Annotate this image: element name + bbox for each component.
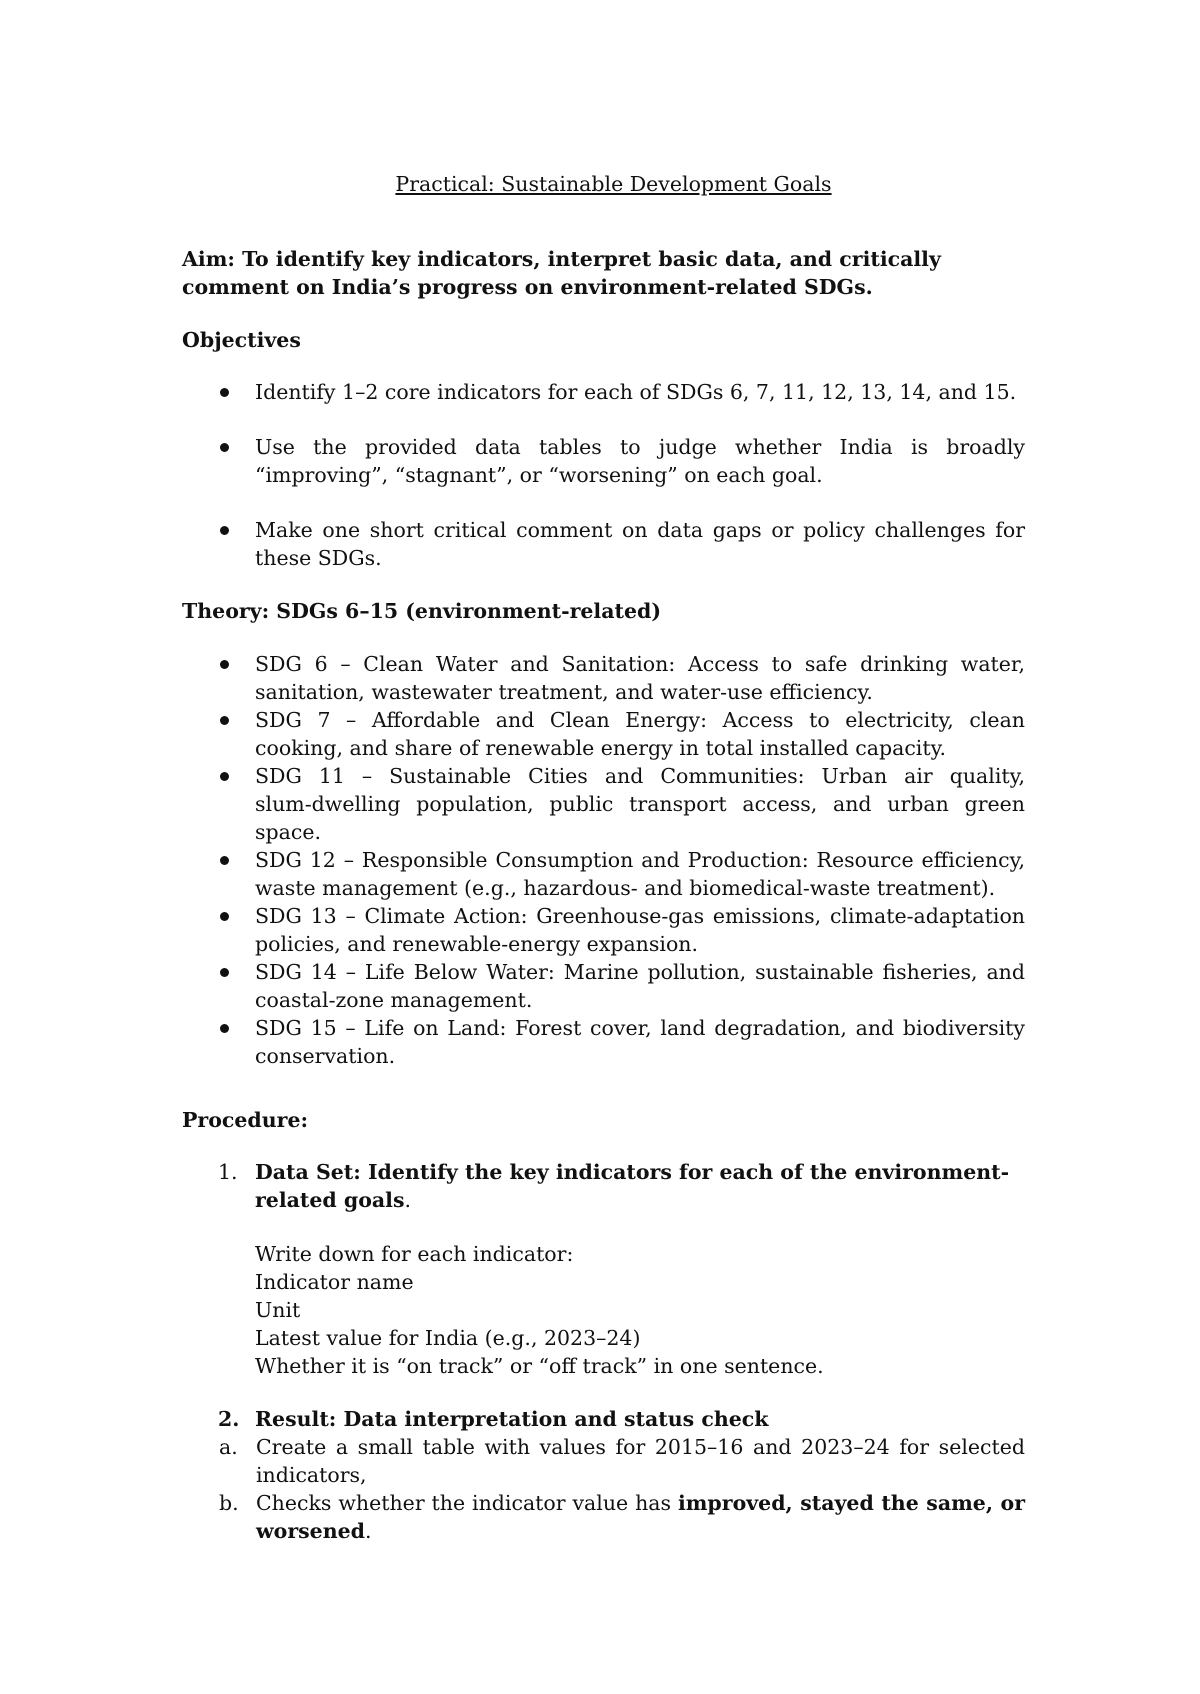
procedure-step-1 — [182, 1158, 1025, 1380]
procedure-list — [182, 1158, 1025, 1545]
step-2-item-b-suffix: . — [365, 1519, 372, 1543]
theory-item-sdg12: SDG 12 – Responsible Consumption and Production: Resource efficiency, waste management (e.g., hazardous‑ and biomedical‑waste treatment). — [182, 846, 1025, 902]
step-2-sublist — [182, 1433, 1025, 1545]
sub-mark: a. — [219, 1435, 238, 1459]
theory-item-sdg15: SDG 15 – Life on Land: Forest cover, land degradation, and biodiversity conservation. — [182, 1014, 1025, 1070]
step-2-item-b-bold: improved, stayed the same, or worsened — [256, 1491, 1025, 1543]
step-1-line: Whether it is “on track” or “off track” in one sentence. — [255, 1354, 824, 1378]
step-1-title-suffix: . — [404, 1188, 412, 1212]
step-2-title: Result: Data interpretation and status check — [255, 1407, 769, 1431]
procedure-heading: Procedure: — [182, 1108, 309, 1132]
theory-heading: Theory: SDGs 6–15 (environment‑related) — [182, 599, 662, 623]
objective-item: Use the provided data tables to judge whether India is broadly “improving”, “stagnant”, or “worsening” on each goal. — [182, 433, 1025, 489]
step-number: 2. — [218, 1407, 240, 1431]
procedure-step-2 — [182, 1405, 1025, 1545]
step-1-line: Write down for each indicator: — [255, 1242, 574, 1266]
step-2-item-a — [182, 1433, 1025, 1489]
step-2-item-a-text: Create a small table with values for 2015–16 and 2023–24 for selected indicators, — [256, 1435, 1025, 1487]
objectives-list — [182, 378, 1025, 572]
sub-mark: b. — [219, 1491, 239, 1515]
theory-item-sdg6: SDG 6 – Clean Water and Sanitation: Access to safe drinking water, sanitation, wastewater treatment, and water‑use efficiency. — [182, 650, 1025, 706]
step-2-item-b — [182, 1489, 1025, 1545]
objectives-heading: Objectives — [182, 328, 301, 352]
step-2-item-b-prefix: Checks whether the indicator value has — [256, 1491, 678, 1515]
objective-item: Identify 1–2 core indicators for each of SDGs 6, 7, 11, 12, 13, 14, and 15. — [182, 378, 1025, 406]
step-1-title: Data Set: Identify the key indicators for each of the environment-related goals — [255, 1160, 1010, 1212]
step-1-lines — [255, 1240, 1025, 1380]
theory-item-sdg7: SDG 7 – Affordable and Clean Energy: Access to electricity, clean cooking, and share of renewable energy in total installed capacity. — [182, 706, 1025, 762]
step-1-line: Unit — [255, 1298, 301, 1322]
step-1-line: Latest value for India (e.g., 2023–24) — [255, 1326, 641, 1350]
objective-item: Make one short critical comment on data gaps or policy challenges for these SDGs. — [182, 516, 1025, 572]
theory-item-sdg13: SDG 13 – Climate Action: Greenhouse‑gas emissions, climate‑adaptation policies, and renewable‑energy expansion. — [182, 902, 1025, 958]
theory-item-sdg14: SDG 14 – Life Below Water: Marine pollution, sustainable fisheries, and coastal‑zone management. — [182, 958, 1025, 1014]
aim-paragraph: Aim: To identify key indicators, interpret basic data, and critically comment on India’s progress on environment‑related SDGs. — [182, 247, 941, 299]
step-1-line: Indicator name — [255, 1270, 414, 1294]
page-title: Practical: Sustainable Development Goals — [395, 172, 832, 196]
theory-item-sdg11: SDG 11 – Sustainable Cities and Communities: Urban air quality, slum‑dwelling population, public transport access, and urban green space. — [182, 762, 1025, 846]
theory-list — [182, 650, 1025, 1070]
step-number: 1. — [218, 1160, 238, 1184]
